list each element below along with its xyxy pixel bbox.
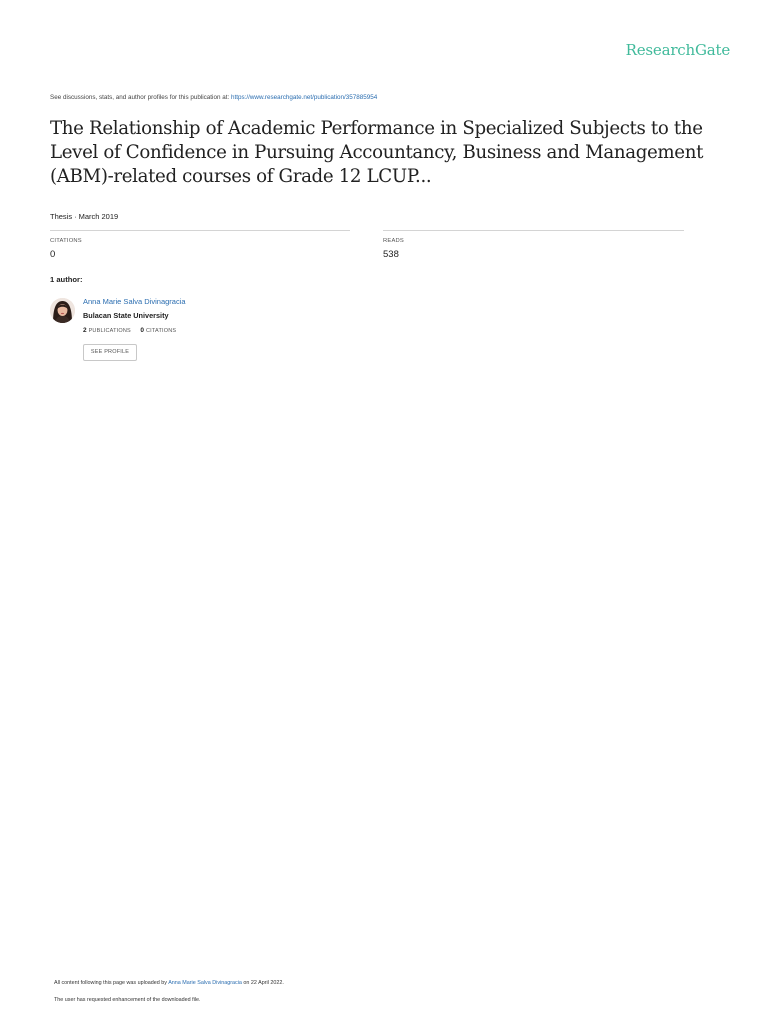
- publication-date: March 2019: [78, 212, 119, 221]
- publication-type: Thesis: [50, 212, 73, 221]
- citations-value: 0: [50, 249, 56, 260]
- publication-meta: [50, 212, 118, 221]
- see-profile-button[interactable]: SEE PROFILE: [83, 344, 137, 361]
- author-publications-label: PUBLICATIONS: [88, 328, 131, 334]
- citations-stat: [50, 230, 350, 260]
- reads-stat: [383, 230, 684, 260]
- upload-prefix: All content following this page was uploaded by: [54, 980, 167, 986]
- reads-label: READS: [383, 238, 404, 244]
- author-name-link[interactable]: Anna Marie Salva Divinagracia: [83, 297, 186, 306]
- publication-title: The Relationship of Academic Performance in Specialized Subjects to the Level of Confidence in Pursuing Accountancy, Business and Management (ABM)-related courses of Grade 12 LCUP...: [50, 118, 704, 187]
- meta-separator: ·: [74, 212, 77, 221]
- publication-link[interactable]: https://www.researchgate.net/publication/357885954: [230, 94, 378, 101]
- reads-value: 538: [383, 249, 399, 260]
- author-publications-count: 2: [83, 327, 87, 334]
- author-avatar-icon[interactable]: [50, 298, 75, 323]
- author-citations-count: 0: [140, 327, 145, 334]
- uploader-link[interactable]: Anna Marie Salva Divinagracia: [168, 980, 242, 986]
- discussion-text: See discussions, stats, and author profiles for this publication at:: [50, 94, 230, 101]
- researchgate-logo[interactable]: ResearchGate: [625, 41, 730, 59]
- author-institution: Bulacan State University: [83, 311, 169, 320]
- author-stats: [83, 327, 176, 334]
- enhancement-note: The user has requested enhancement of the downloaded file.: [54, 997, 201, 1003]
- discussion-notice: [50, 94, 377, 101]
- author-citations-label: CITATIONS: [145, 328, 177, 334]
- authors-heading: 1 author:: [50, 275, 83, 284]
- citations-label: CITATIONS: [50, 238, 82, 244]
- upload-suffix: on 22 April 2022.: [243, 980, 284, 986]
- upload-notice: [54, 980, 284, 986]
